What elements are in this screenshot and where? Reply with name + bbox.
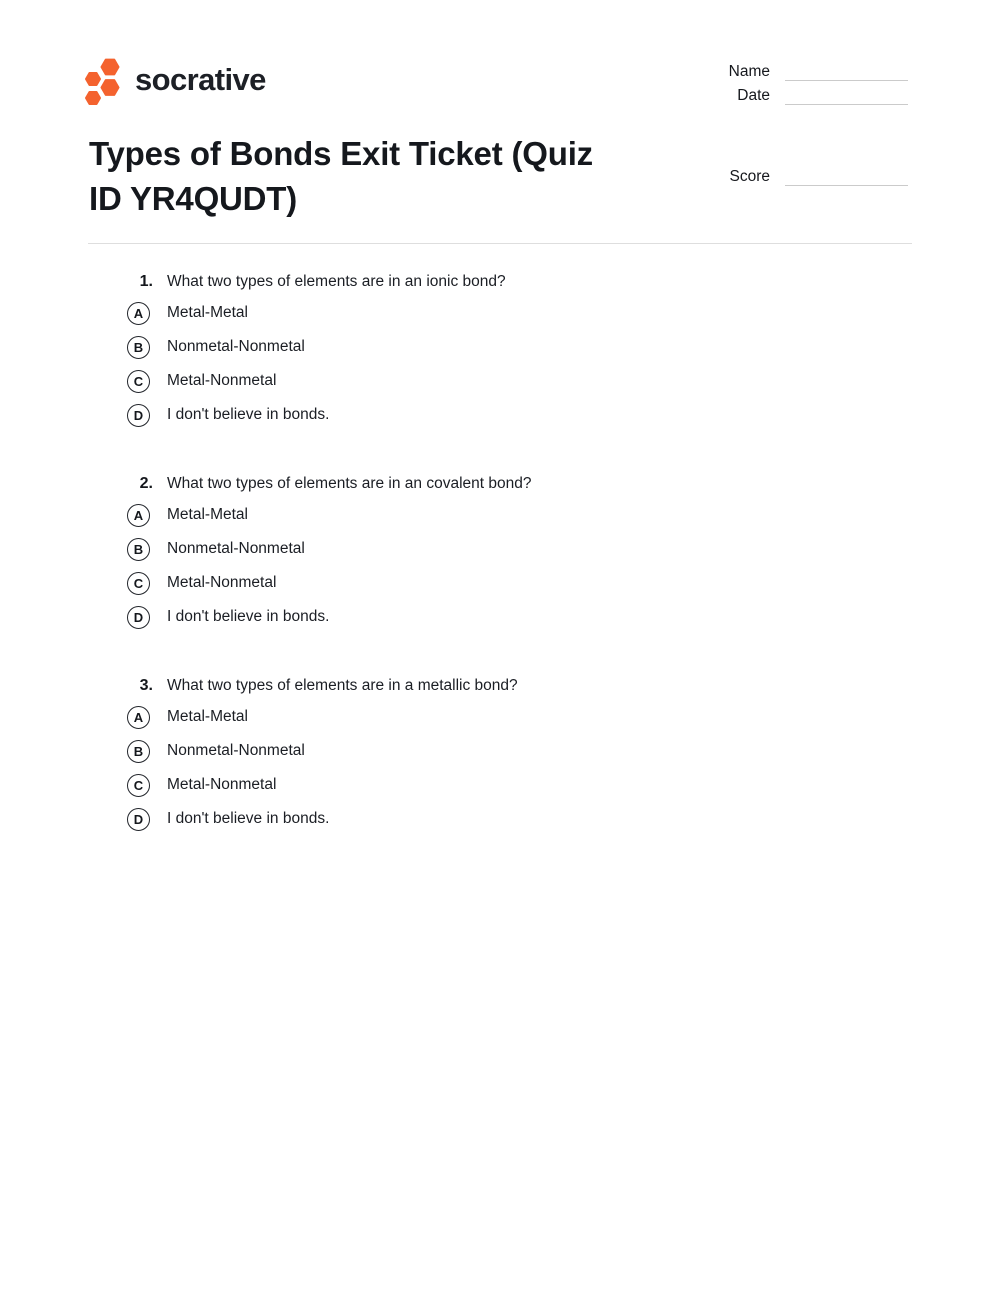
question-number: 2.	[139, 475, 153, 492]
question-3-option-a	[127, 700, 1000, 734]
question-1-option-b	[127, 330, 1000, 364]
question-number: 3.	[139, 677, 153, 694]
date-blank-line	[785, 84, 908, 105]
option-letter-circle: C	[127, 370, 150, 393]
option-label: Metal-Nonmetal	[167, 372, 277, 389]
option-letter-circle: B	[127, 538, 150, 561]
question-text: What two types of elements are in a metallic bond?	[167, 677, 518, 694]
question-number: 1.	[139, 273, 153, 290]
question-3-option-c	[127, 768, 1000, 802]
option-label: Metal-Metal	[167, 708, 248, 725]
question-3-option-d	[127, 802, 1000, 836]
score-label: Score	[729, 168, 770, 185]
option-letter-circle: D	[127, 808, 150, 831]
quiz-title-line-2: ID YR4QUDT)	[89, 180, 298, 217]
question-2-option-d	[127, 600, 1000, 634]
question-1-option-a	[127, 296, 1000, 330]
socrative-wordmark: socrative	[135, 62, 266, 97]
score-blank-line	[785, 165, 908, 186]
question-1-text-row	[127, 268, 1000, 296]
header-divider	[88, 243, 912, 244]
option-label: I don't believe in bonds.	[167, 810, 330, 827]
option-letter-circle: A	[127, 706, 150, 729]
quiz-title-line-1: Types of Bonds Exit Ticket (Quiz	[89, 135, 593, 172]
option-letter-circle: D	[127, 606, 150, 629]
question-3-text-row	[127, 672, 1000, 700]
socrative-logo	[82, 55, 266, 111]
option-label: Metal-Nonmetal	[167, 574, 277, 591]
question-1-option-d	[127, 398, 1000, 432]
question-2	[0, 470, 1000, 634]
question-1-option-c	[127, 364, 1000, 398]
socrative-hexagons-icon	[82, 55, 126, 111]
question-3-option-b	[127, 734, 1000, 768]
quiz-title	[89, 131, 729, 221]
question-2-text-row	[127, 470, 1000, 498]
question-3	[0, 672, 1000, 836]
question-text: What two types of elements are in an covalent bond?	[167, 475, 532, 492]
name-date-fields	[708, 60, 908, 108]
option-label: Nonmetal-Nonmetal	[167, 540, 305, 557]
option-letter-circle: C	[127, 774, 150, 797]
option-letter-circle: B	[127, 740, 150, 763]
option-label: I don't believe in bonds.	[167, 406, 330, 423]
option-letter-circle: A	[127, 302, 150, 325]
option-label: Nonmetal-Nonmetal	[167, 338, 305, 355]
question-2-option-c	[127, 566, 1000, 600]
name-label: Name	[728, 63, 770, 80]
question-1	[0, 268, 1000, 432]
option-label: Metal-Nonmetal	[167, 776, 277, 793]
option-label: Nonmetal-Nonmetal	[167, 742, 305, 759]
question-list	[0, 268, 1000, 874]
date-label: Date	[737, 87, 770, 104]
option-letter-circle: C	[127, 572, 150, 595]
question-text: What two types of elements are in an ionic bond?	[167, 273, 506, 290]
question-2-option-a	[127, 498, 1000, 532]
option-label: Metal-Metal	[167, 304, 248, 321]
score-field-row	[708, 165, 908, 189]
name-field-row	[708, 60, 908, 84]
option-label: Metal-Metal	[167, 506, 248, 523]
score-field	[708, 165, 908, 189]
name-blank-line	[785, 60, 908, 81]
question-2-option-b	[127, 532, 1000, 566]
option-label: I don't believe in bonds.	[167, 608, 330, 625]
date-field-row	[708, 84, 908, 108]
option-letter-circle: B	[127, 336, 150, 359]
option-letter-circle: A	[127, 504, 150, 527]
option-letter-circle: D	[127, 404, 150, 427]
